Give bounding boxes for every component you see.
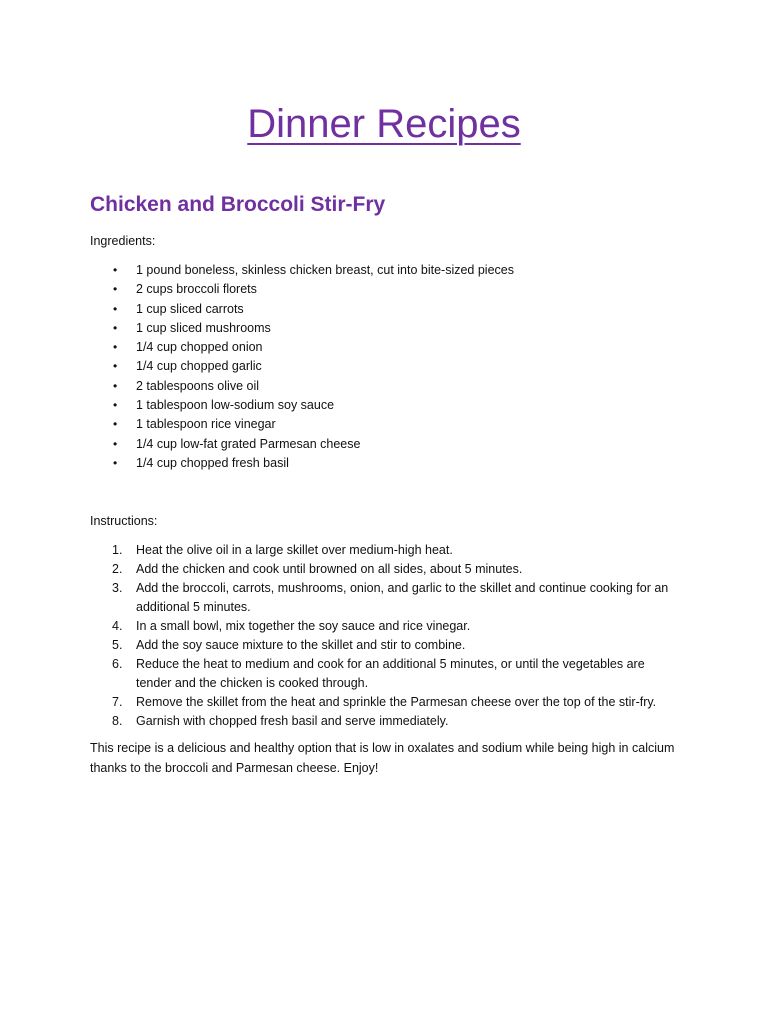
- step-text: In a small bowl, mix together the soy sauce and rice vinegar.: [136, 619, 471, 633]
- instructions-label: Instructions:: [90, 514, 158, 528]
- ingredient-text: 2 tablespoons olive oil: [136, 378, 259, 393]
- bullet-icon: •: [113, 417, 118, 432]
- ingredients-list: [90, 261, 690, 473]
- step-number: 5.: [112, 638, 123, 652]
- closing-paragraph: This recipe is a delicious and healthy option that is low in oxalates and sodium while being high in calcium thanks to the broccoli and Parmesan cheese. Enjoy!: [90, 741, 675, 775]
- bullet-icon: •: [113, 359, 118, 374]
- bullet-icon: •: [113, 340, 118, 355]
- step-text: Remove the skillet from the heat and sprinkle the Parmesan cheese over the top of the stir-fry.: [136, 695, 657, 709]
- ingredient-item: [90, 415, 690, 434]
- step-number: 4.: [112, 619, 123, 633]
- step-number: 7.: [112, 695, 123, 709]
- instruction-step: [90, 636, 680, 655]
- step-number: 6.: [112, 657, 123, 671]
- step-text: Garnish with chopped fresh basil and serve immediately.: [136, 714, 449, 728]
- ingredient-text: 1 cup sliced mushrooms: [136, 320, 271, 335]
- ingredient-item: [90, 280, 690, 299]
- ingredient-item: [90, 377, 690, 396]
- document-title-text: Dinner Recipes: [247, 102, 521, 146]
- ingredient-text: 1/4 cup chopped garlic: [136, 359, 262, 374]
- step-text: Reduce the heat to medium and cook for an additional 5 minutes, or until the vegetables are tender and the chicken is cooked through.: [136, 657, 645, 690]
- ingredient-text: 1 cup sliced carrots: [136, 301, 244, 316]
- ingredient-item: [90, 300, 690, 319]
- recipe-title: Chicken and Broccoli Stir-Fry: [90, 193, 386, 216]
- instruction-step: [90, 541, 680, 560]
- bullet-icon: •: [113, 301, 118, 316]
- ingredient-text: 1/4 cup chopped onion: [136, 340, 263, 355]
- bullet-icon: •: [113, 282, 118, 297]
- ingredient-item: [90, 261, 690, 280]
- instruction-step: [90, 693, 680, 712]
- bullet-icon: •: [113, 436, 118, 451]
- step-number: 8.: [112, 714, 123, 728]
- ingredient-item: [90, 319, 690, 338]
- step-text: Add the soy sauce mixture to the skillet and stir to combine.: [136, 638, 466, 652]
- instruction-step: [90, 579, 680, 617]
- bullet-icon: •: [113, 398, 118, 413]
- step-number: 1.: [112, 543, 123, 557]
- ingredient-item: [90, 338, 690, 357]
- step-text: Add the chicken and cook until browned on all sides, about 5 minutes.: [136, 562, 523, 576]
- ingredient-text: 1/4 cup chopped fresh basil: [136, 455, 289, 470]
- step-number: 2.: [112, 562, 123, 576]
- ingredient-text: 1/4 cup low-fat grated Parmesan cheese: [136, 436, 361, 451]
- instruction-step: [90, 617, 680, 636]
- step-text: Add the broccoli, carrots, mushrooms, onion, and garlic to the skillet and continue cooking for an additional 5 minutes.: [136, 581, 669, 614]
- document-title: [0, 98, 768, 150]
- ingredient-item: [90, 357, 690, 376]
- bullet-icon: •: [113, 455, 118, 470]
- instruction-step: [90, 655, 680, 693]
- bullet-icon: •: [113, 320, 118, 335]
- ingredient-item: [90, 435, 690, 454]
- ingredient-text: 1 pound boneless, skinless chicken breast, cut into bite-sized pieces: [136, 263, 514, 277]
- ingredient-item: [90, 454, 690, 473]
- ingredient-text: 1 tablespoon rice vinegar: [136, 417, 276, 432]
- instructions-list: [90, 541, 680, 731]
- step-number: 3.: [112, 581, 123, 595]
- bullet-icon: •: [113, 263, 118, 277]
- step-text: Heat the olive oil in a large skillet over medium-high heat.: [136, 543, 453, 557]
- instruction-step: [90, 560, 680, 579]
- ingredient-item: [90, 396, 690, 415]
- bullet-icon: •: [113, 378, 118, 393]
- instruction-step: [90, 712, 680, 731]
- ingredients-label: Ingredients:: [90, 234, 156, 248]
- ingredient-text: 1 tablespoon low-sodium soy sauce: [136, 398, 335, 413]
- ingredient-text: 2 cups broccoli florets: [136, 282, 257, 297]
